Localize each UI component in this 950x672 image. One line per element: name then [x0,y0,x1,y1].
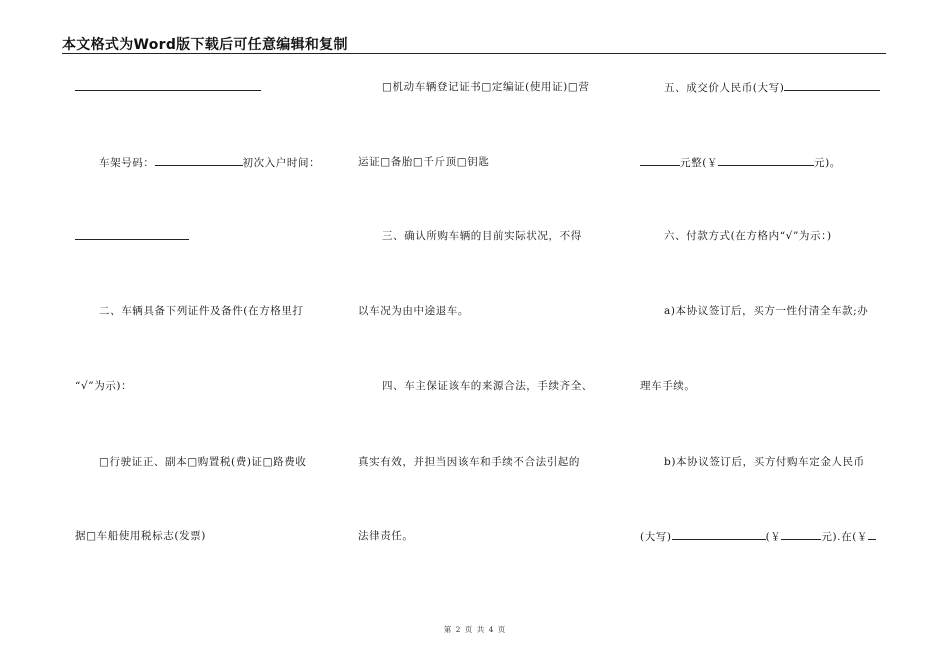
yen-label: (￥ [765,531,782,543]
text-line: 真实有效，并担当因该车和手续不合法引起的 [358,456,580,468]
text-line: 以车况为由中途退车。 [358,305,469,317]
text-line: a)本协议签订后，买方一性付清全车款;办 [664,305,869,317]
vin-label: 车架号码： [99,157,155,169]
text-line: 理车手续。 [640,380,696,392]
blank-line [75,80,261,95]
text-line: □机动车辆登记证书□定编证(使用证)□营 [382,81,590,93]
vin-line [75,155,320,170]
fill-blank [718,155,814,166]
text-line: b)本协议签订后，买方付购车定金人民币 [664,456,865,468]
header-divider [62,53,886,54]
page-header-title: 本文格式为Word版下载后可任意编辑和复制 [62,37,348,53]
uppercase-label: (大写) [640,531,672,543]
fill-blank [75,229,189,240]
fill-blank [781,529,821,540]
blank-line [75,229,189,244]
text-line: 法律责任。 [358,530,414,542]
text-line: 六、付款方式(在方格内“√”为示：) [664,230,832,242]
yuan-label: 元整(￥ [680,157,718,169]
price-label: 五、成交价人民币(大写) [664,82,785,94]
text-line: 二、车辆具备下列证件及备件(在方格里打 [99,305,304,317]
deposit-line [640,529,876,544]
text-line: 三、确认所购车辆的目前实际状况，不得 [382,230,582,242]
text-line: “√”为示)： [75,380,133,392]
text-line: 运证□备胎□千斤顶□钥匙 [358,156,490,168]
fill-blank [75,80,261,91]
text-line: □行驶证正、副本□购置税(费)证□路费收 [99,456,307,468]
fill-blank [784,80,880,91]
fill-blank [155,155,243,166]
price-line [640,80,880,95]
yuan-in-label: 元).在(￥ [821,531,869,543]
page-number: 第 2 页 共 4 页 [443,625,507,634]
price-amount-line [640,155,841,170]
first-registration-label: 初次入户时间： [242,157,321,169]
text-line: 四、车主保证该车的来源合法，手续齐全、 [382,380,593,392]
fill-blank [868,529,876,540]
fill-blank [672,529,766,540]
yuan-close-label: 元)。 [814,157,841,169]
fill-blank [640,155,680,166]
text-line: 据□车船使用税标志(发票) [75,530,206,542]
